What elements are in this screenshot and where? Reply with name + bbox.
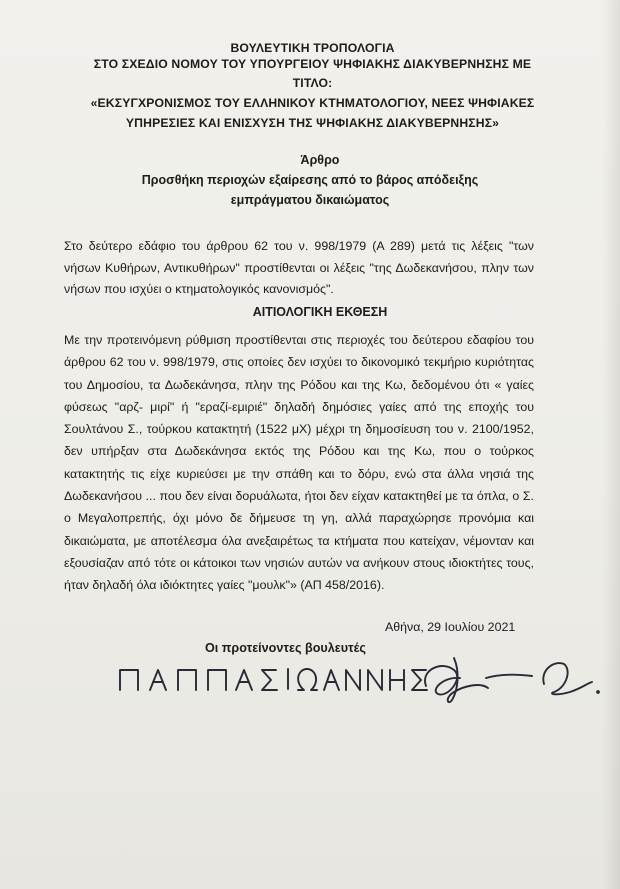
bill-title-label: ΤΙΤΛΟ: [292,76,333,90]
document-heading: ΒΟΥΛΕΥΤΙΚΗ ΤΡΟΠΟΛΟΓΙΑ [230,41,395,55]
bill-reference-line: ΣΤΟ ΣΧΕΔΙΟ ΝΟΜΟΥ ΤΟΥ ΥΠΟΥΡΓΕΙΟΥ ΨΗΦΙΑΚΗΣ ΔΙΑΚΥΒΕΡΝΗΣΗΣ ΜΕ [93,57,532,71]
article-label: Άρθρο [300,153,340,167]
bill-title-line-1: «ΕΚΣΥΓΧΡΟΝΙΣΜΟΣ ΤΟΥ ΕΛΛΗΝΙΚΟΥ ΚΤΗΜΑΤΟΛΟΓΙΟΥ, ΝΕΕΣ ΨΗΦΙΑΚΕΣ [90,96,535,110]
handwritten-signature [108,648,608,708]
article-text: Στο δεύτερο εδάφιο του άρθρου 62 του ν. 998/1979 (Α 289) μετά τις λέξεις "των νήσων Κυθήρων, Αντικυθήρων" προστίθενται οι λέξεις "της Δωδεκανήσου, πλην των νήσων που ισχύει ο κτηματολογικός κανονισμός". [64,239,534,296]
article-title: Προσθήκη περιοχών εξαίρεσης από το βάρος απόδειξης εμπράγματου δικαιώματος [141,173,479,207]
signers-label: Οι προτείνοντες βουλευτές [205,641,366,655]
explanatory-report-text: Με την προτεινόμενη ρύθμιση προστίθενται στις περιοχές του δεύτερου εδαφίου του άρθρου 62 του ν. 998/1979, στις οποίες δεν ισχύει το δικονομικό τεκμήριο κυριότητας του Δημοσίου, τα Δωδεκάνησα, πλην της Ρόδου και της Κω, δεδομένου ότι « γαίες φύσεως "αρζ- μιρί" ή "εραζί-εμιριέ" δηλαδή δημόσιες γαίες από της εποχής του Σουλτάνου Σ., τούρκου κατακτητή (1522 μΧ) μέχρι τη δημοσίευση του ν. 2100/1952, δεν υπήρξαν στα Δωδεκάνησα εκτός της Ρόδου και της Κω, που ο τούρκος κατακτητής τις είχε κυριεύσει με την σπάθη και το δόρυ, ενώ στα άλλα νησιά της Δωδεκανήσου ... που δεν είναι δορυάλωτα, ήτοι δεν είχαν κατακτηθεί με τα όπλα, ο Σ. ο Μεγαλοπρεπής, όχι μόνο δε δήμευσε τη γη, αλλά παραχώρησε προνόμια και δικαιώματα, με αποτέλεσμα όλα ανεξαιρέτως τα κτήματα που κατείχαν, νέμονταν και εξουσίαζαν από τότε οι κάτοικοι των νησιών αυτών να ανήκουν στους ιδιοκτήτες τους, ήταν δηλαδή όλα ιδιόκτητες γαίες "μουλκ"» (ΑΠ 458/2016). [64,333,534,593]
explanatory-report-title: ΑΙΤΙΟΛΟΓΙΚΗ ΕΚΘΕΣΗ [252,305,388,319]
date-line: Αθήνα, 29 Ιουλίου 2021 [385,620,516,634]
bill-title-line-2: ΥΠΗΡΕΣΙΕΣ ΚΑΙ ΕΝΙΣΧΥΣΗ ΤΗΣ ΨΗΦΙΑΚΗΣ ΔΙΑΚΥΒΕΡΝΗΣΗΣ» [125,116,500,130]
